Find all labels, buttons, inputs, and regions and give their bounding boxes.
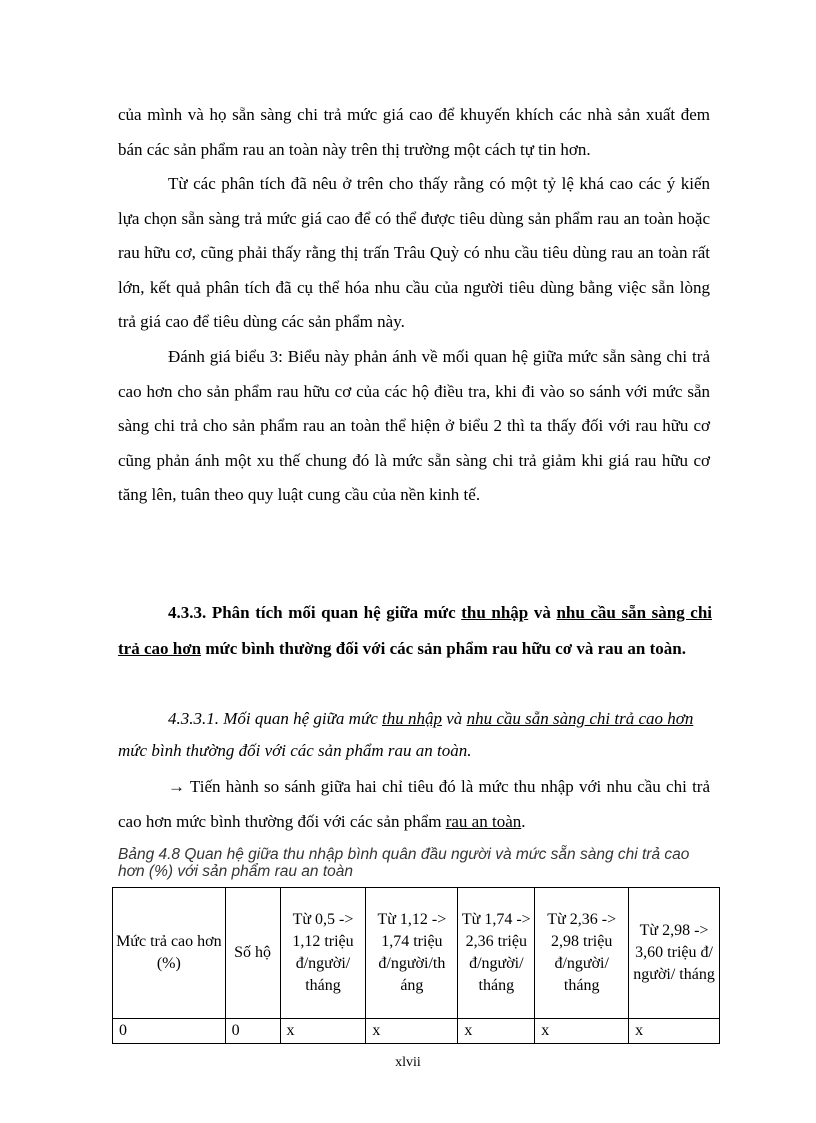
table-cell: x xyxy=(458,1019,535,1044)
subheading-text-3: mức bình thường đối với các sản phẩm rau an toàn. xyxy=(118,741,472,760)
table-header-row xyxy=(113,888,720,1019)
compare-text-2: . xyxy=(521,811,526,831)
section-heading xyxy=(118,595,712,667)
heading-underline-1: thu nhập xyxy=(461,603,529,622)
table-caption: Bảng 4.8 Quan hệ giữa thu nhập bình quân đầu người và mức sẵn sàng chi trả cao hơn (%) với sản phẩm rau an toàn xyxy=(118,846,690,880)
subheading-underline-2: nhu cầu sẵn sàng chi trả cao hơn xyxy=(466,709,694,728)
compare-underline: rau an toàn xyxy=(445,811,522,831)
table-cell: x xyxy=(280,1019,366,1044)
compare-text-1: → Tiến hành so sánh giữa hai chỉ tiêu đó là mức thu nhập với nhu cầu chi trả cao hơn mức bình thường đối với các sản phẩm xyxy=(118,777,710,831)
header-cell: Số hộ xyxy=(225,888,280,1019)
heading-underline-2: nhu cầu sẵn sàng chi trả cao hơn xyxy=(118,603,713,658)
heading-text-2: và xyxy=(528,603,557,622)
compare-paragraph xyxy=(118,770,710,839)
table-cell: x xyxy=(629,1019,720,1044)
paragraph-3: Đánh giá biểu 3: Biểu này phản ánh về mối quan hệ giữa mức sẵn sàng chi trả cao hơn cho sản phẩm rau hữu cơ của các hộ điều tra, khi đi vào so sánh với mức sẵn sàng chi trả cho sản phẩm rau an toàn thể hiện ở biểu 2 thì ta thấy đối với rau hữu cơ cũng phản ánh một xu thế chung đó là mức sẵn sàng chi trả giảm khi giá rau hữu cơ tăng lên, tuân theo quy luật cung cầu của nền kinh tế. xyxy=(118,347,710,504)
income-table xyxy=(112,887,720,1044)
header-cell: Mức trả cao hơn (%) xyxy=(113,888,226,1019)
subsection-heading xyxy=(118,703,712,767)
table-cell: 0 xyxy=(225,1019,280,1044)
paragraph-1: của mình và họ sẵn sàng chi trả mức giá cao để khuyến khích các nhà sản xuất đem bán các sản phẩm rau an toàn này trên thị trường một cách tự tin hơn. xyxy=(118,105,710,159)
table-row xyxy=(113,1019,720,1044)
heading-text-1: 4.3.3. Phân tích mối quan hệ giữa mức xyxy=(168,603,462,622)
header-cell: Từ 0,5 -> 1,12 triệu đ/người/ tháng xyxy=(280,888,366,1019)
subheading-underline-1: thu nhập xyxy=(382,709,443,728)
subheading-text-1: 4.3.3.1. Mối quan hệ giữa mức xyxy=(168,709,383,728)
table-cell: x xyxy=(535,1019,629,1044)
header-cell: Từ 2,98 -> 3,60 triệu đ/ người/ tháng xyxy=(629,888,720,1019)
subheading-text-2: và xyxy=(442,709,467,728)
table-cell: x xyxy=(366,1019,458,1044)
page-number: xlvii xyxy=(395,1055,421,1070)
header-cell: Từ 1,12 -> 1,74 triệu đ/người/th áng xyxy=(366,888,458,1019)
paragraph-2: Từ các phân tích đã nêu ở trên cho thấy rằng có một tỷ lệ khá cao các ý kiến lựa chọn sẵn sàng trả mức giá cao để có thể được tiêu dùng sản phẩm rau an toàn hoặc rau hữu cơ, cũng phải thấy rằng thị trấn Trâu Quỳ có nhu cầu tiêu dùng rau an toàn rất lớn, kết quả phân tích đã cụ thể hóa nhu cầu của người tiêu dùng bằng việc sẵn lòng trả giá cao để tiêu dùng các sản phẩm này. xyxy=(118,174,710,331)
header-cell: Từ 1,74 -> 2,36 triệu đ/người/ tháng xyxy=(458,888,535,1019)
table-cell: 0 xyxy=(113,1019,226,1044)
heading-text-3: mức bình thường đối với các sản phẩm rau hữu cơ và rau an toàn. xyxy=(201,639,686,658)
header-cell: Từ 2,36 -> 2,98 triệu đ/người/ tháng xyxy=(535,888,629,1019)
